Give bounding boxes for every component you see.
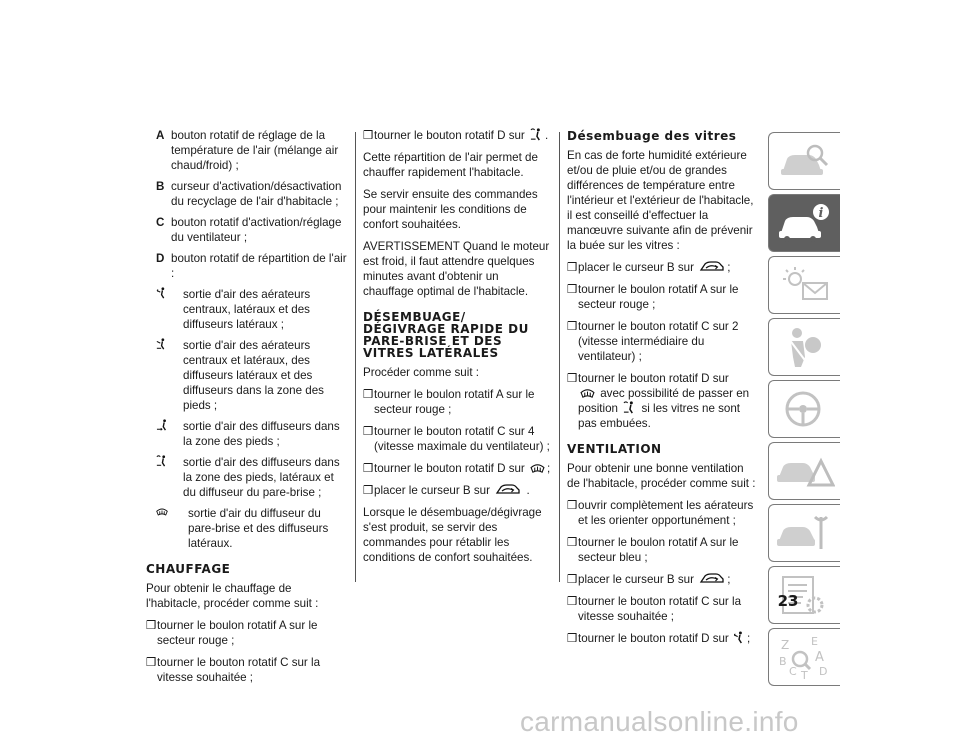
step-text-end: ; — [547, 462, 551, 475]
index-letter: Z — [781, 638, 790, 652]
step-item — [146, 655, 349, 685]
step-text: tourner le boulon rotatif A sur le secteur rouge ; — [157, 619, 318, 647]
step-item — [363, 483, 551, 498]
step-text: tourner le bouton rotatif C sur 4 (vitesse maximale du ventilateur) ; — [374, 425, 550, 453]
step-text-end: . — [545, 129, 549, 142]
air-recirculation-off-icon — [699, 261, 725, 273]
legend-text: bouton rotatif d'activation/réglage du ventilateur ; — [171, 216, 342, 244]
checkbox-glyph: ❒ — [567, 632, 578, 645]
column-divider — [559, 132, 560, 582]
step-text: tourner le boulon rotatif A sur le secteur bleu ; — [578, 536, 739, 564]
tab-emergency[interactable] — [768, 442, 840, 500]
tab-car-info[interactable] — [768, 194, 840, 252]
car-warning-triangle-icon — [775, 447, 835, 495]
airbag-seatbelt-icon — [775, 323, 835, 371]
legend-item-b — [146, 179, 349, 209]
car-info-icon — [775, 199, 835, 247]
step-text-end: si les vitres ne sont pas embuées. — [578, 402, 741, 430]
svg-text:i: i — [818, 206, 824, 221]
car-tools-icon — [775, 509, 835, 557]
checkbox-glyph: ❒ — [146, 619, 157, 632]
checkbox-glyph: ❒ — [567, 261, 578, 274]
step-text: tourner le bouton rotatif D sur — [578, 632, 729, 645]
vent-feet-windshield-icon — [623, 401, 636, 414]
step-text: tourner le boulon rotatif A sur le secteur rouge ; — [374, 388, 535, 416]
tab-maintenance[interactable] — [768, 504, 840, 562]
step-item — [567, 535, 757, 565]
checkbox-glyph: ❒ — [567, 595, 578, 608]
air-recirculation-off-icon — [495, 484, 521, 496]
vent-face-feet-icon — [156, 338, 168, 350]
legend-item-c — [146, 215, 349, 245]
legend-item-d — [146, 251, 349, 281]
air-distribution-item — [146, 338, 349, 413]
vent-face-icon — [734, 631, 745, 644]
checkbox-glyph: ❒ — [363, 484, 374, 497]
air-distribution-item — [146, 287, 349, 332]
legend-text: curseur d'activation/désactivation du recyclage de l'air d'habitacle ; — [171, 180, 342, 208]
vent-feet-windshield-icon — [156, 455, 168, 467]
step-text: tourner le boulon rotatif A sur le secteur rouge ; — [578, 283, 739, 311]
air-distribution-text: sortie d'air des aérateurs centraux et latéraux, des diffuseurs latéraux et des diffuseurs dans la zone des pieds ; — [183, 339, 324, 412]
checkbox-glyph: ❒ — [363, 425, 374, 438]
step-text: tourner le bouton rotatif C sur la vitesse souhaitée ; — [578, 595, 742, 623]
step-text-end: . — [526, 484, 530, 497]
paragraph: Cette répartition de l'air permet de chauffer rapidement l'habitacle. — [363, 151, 538, 179]
index-letter: E — [811, 635, 818, 648]
step-item — [567, 371, 757, 431]
step-item — [363, 387, 551, 417]
step-text: placer le curseur B sur — [578, 573, 694, 586]
checkbox-glyph: ❒ — [567, 372, 578, 385]
tab-warning-lights[interactable] — [768, 256, 840, 314]
windshield-defrost-icon — [156, 506, 168, 518]
air-distribution-text: sortie d'air des diffuseurs dans la zone des pieds, latéraux et du diffuseur du pare-brise ; — [183, 456, 340, 499]
step-item — [363, 461, 551, 476]
vent-feet-icon — [156, 419, 168, 431]
index-letter: A — [815, 650, 824, 665]
step-text: tourner le bouton rotatif C sur 2 (vitesse intermédiaire du ventilateur) ; — [578, 320, 739, 363]
checkbox-glyph: ❒ — [363, 462, 374, 475]
step-item — [567, 319, 757, 364]
step-text-end: ; — [727, 261, 731, 274]
step-text-end: ; — [747, 632, 751, 645]
legend-letter: B — [156, 180, 165, 193]
column-divider — [355, 132, 356, 582]
step-item — [567, 631, 757, 646]
legend-text: bouton rotatif de réglage de la température de l'air (mélange air chaud/froid) ; — [171, 129, 339, 172]
legend-item-a — [146, 128, 349, 173]
windshield-defrost-icon — [530, 463, 545, 474]
air-distribution-item — [146, 455, 349, 500]
checkbox-glyph: ❒ — [363, 129, 374, 142]
warning-light-envelope-icon — [775, 261, 835, 309]
tab-safety[interactable] — [768, 318, 840, 376]
checkbox-glyph: ❒ — [567, 283, 578, 296]
alphabet-index-icon — [775, 633, 835, 681]
warning-paragraph: AVERTISSEMENT Quand le moteur est froid, il faut attendre quelques minutes avant d'obtenir un chauffage optimal de l'habitacle. — [363, 240, 550, 298]
steering-wheel-icon — [775, 385, 835, 433]
step-item — [146, 618, 349, 648]
column-3 — [567, 128, 757, 653]
section-heading-ventilation: VENTILATION — [567, 442, 662, 456]
legend-letter: D — [156, 252, 165, 265]
step-text: ouvrir complètement les aérateurs et les orienter opportunément ; — [578, 499, 754, 527]
paragraph: Lorsque le désembuage/dégivrage s'est produit, se servir des commandes pour rétablir les conditions de confort souhaitées. — [363, 506, 542, 564]
tab-knowing-the-car[interactable] — [768, 132, 840, 190]
air-recirculation-off-icon — [699, 573, 725, 585]
step-item — [567, 594, 757, 624]
step-item — [567, 498, 757, 528]
checkbox-glyph: ❒ — [567, 536, 578, 549]
air-distribution-item — [146, 419, 349, 449]
watermark: carmanualsonline.info — [520, 706, 799, 737]
air-distribution-text: sortie d'air du diffuseur du pare-brise et des diffuseurs latéraux. — [188, 507, 329, 550]
column-2 — [363, 128, 551, 572]
paragraph: En cas de forte humidité extérieure et/ou de pluie et/ou de grandes différences de température entre l'intérieur et l'extérieur de l'habitacle, il est conseillé d'effectuer la manœuvre suivante afin de prévenir la buée sur les vitres : — [567, 149, 754, 252]
legend-letter: C — [156, 216, 165, 229]
step-text: tourner le bouton rotatif D sur — [374, 129, 525, 142]
legend-text: bouton rotatif de répartition de l'air : — [171, 252, 347, 280]
step-item — [363, 424, 551, 454]
step-text-end: ; — [727, 573, 731, 586]
index-letter: T — [801, 669, 808, 681]
checkbox-glyph: ❒ — [363, 388, 374, 401]
step-text: placer le curseur B sur — [374, 484, 490, 497]
index-letter: C — [789, 665, 797, 678]
air-distribution-item — [146, 506, 349, 551]
index-letter: B — [779, 655, 787, 668]
air-distribution-text: sortie d'air des diffuseurs dans la zone des pieds ; — [183, 420, 340, 448]
step-text: tourner le bouton rotatif D sur — [374, 462, 525, 475]
step-item — [567, 572, 757, 587]
car-magnifier-icon — [775, 137, 835, 185]
step-text-mid: avec possibilité de passer en position — [578, 387, 750, 415]
checkbox-glyph: ❒ — [567, 499, 578, 512]
index-letter: D — [819, 665, 828, 678]
legend-letter: A — [156, 129, 165, 142]
step-text: placer le curseur B sur — [578, 261, 694, 274]
step-item — [363, 128, 551, 143]
section-heading-desembuage-vitres: Désembuage des vitres — [567, 129, 737, 143]
air-distribution-text: sortie d'air des aérateurs centraux, latéraux et des diffuseurs latéraux ; — [183, 288, 311, 331]
checkbox-glyph: ❒ — [146, 656, 157, 669]
step-item — [567, 260, 757, 275]
tab-starting-driving[interactable] — [768, 380, 840, 438]
vent-feet-windshield-icon — [530, 128, 543, 141]
page-number: 23 — [777, 592, 799, 610]
step-text: tourner le bouton rotatif D sur — [578, 372, 729, 385]
section-heading-chauffage: CHAUFFAGE — [146, 562, 231, 576]
checkbox-glyph: ❒ — [567, 320, 578, 333]
section-heading-desembuage-rapide: DÉSEMBUAGE/ DÉGIVRAGE RAPIDE DU PARE-BRISE ET DES VITRES LATÉRALES — [363, 310, 529, 360]
paragraph: Procéder comme suit : — [363, 366, 479, 379]
column-1 — [146, 128, 349, 692]
step-text: tourner le bouton rotatif C sur la vitesse souhaitée ; — [157, 656, 321, 684]
paragraph: Pour obtenir une bonne ventilation de l'habitacle, procéder comme suit : — [567, 462, 756, 490]
paragraph: Pour obtenir le chauffage de l'habitacle, procéder comme suit : — [146, 582, 319, 610]
step-item — [567, 282, 757, 312]
vent-face-icon — [156, 287, 168, 299]
tab-index[interactable] — [768, 628, 840, 686]
windshield-defrost-icon — [580, 388, 595, 399]
paragraph: Se servir ensuite des commandes pour maintenir les conditions de confort souhaitées. — [363, 188, 538, 231]
checkbox-glyph: ❒ — [567, 573, 578, 586]
